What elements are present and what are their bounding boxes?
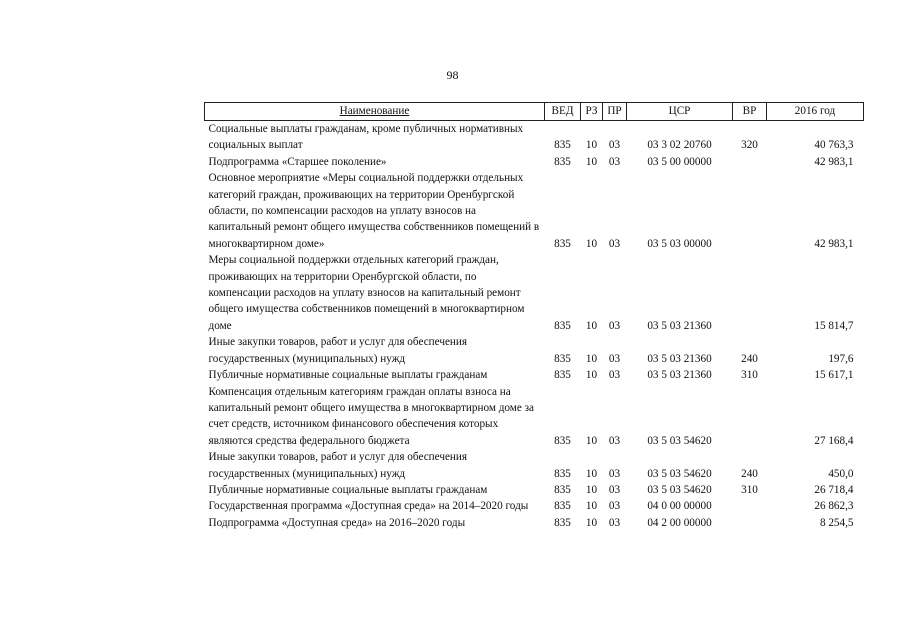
row-amount: 42 983,1 [814,237,854,250]
row-ved: 835 [554,434,571,447]
row-ved: 835 [554,516,571,529]
row-csr: 03 5 03 21360 [647,369,712,382]
row-pr: 03 [608,237,621,250]
row-amount: 15 617,1 [814,369,854,382]
row-vr [733,252,767,334]
table-header-row [205,103,864,121]
row-pr: 03 [608,139,621,152]
header-year: 2016 год [767,103,864,121]
row-vr [733,154,767,170]
row-name: Подпрограмма «Старшее поколение» [208,155,387,168]
row-csr: 03 5 03 21360 [647,319,712,332]
row-rz: 10 [585,319,598,332]
row-ved: 835 [554,369,571,382]
row-rz: 10 [585,369,598,382]
row-name: Меры социальной поддержки отдельных категорий граждан, проживающих на территории Оренбургской области, по компенсации расходов на уплату взносов на капитальный ремонт общего имущества собственников помещений в многоквартирном доме [208,254,525,332]
row-csr: 03 5 03 21360 [647,352,712,365]
row-rz: 10 [585,155,598,168]
row-amount: 42 983,1 [814,155,854,168]
table-row [205,498,864,514]
row-ved: 835 [554,500,571,513]
row-csr: 04 0 00 00000 [647,500,712,513]
row-csr: 03 5 03 00000 [647,237,712,250]
row-pr: 03 [608,352,621,365]
row-amount: 26 862,3 [814,500,854,513]
row-vr: 240 [741,467,758,480]
row-ved: 835 [554,155,571,168]
row-pr: 03 [608,467,621,480]
row-vr: 310 [741,483,758,496]
row-rz: 10 [585,500,598,513]
table-row [205,515,864,531]
row-name: Государственная программа «Доступная среда» на 2014–2020 годы [208,500,529,513]
table-row [205,482,864,498]
row-vr [733,498,767,514]
row-ved: 835 [554,483,571,496]
row-csr: 03 5 03 54620 [647,483,712,496]
row-name: Публичные нормативные социальные выплаты гражданам [208,369,488,382]
row-vr: 320 [741,139,758,152]
row-pr: 03 [608,434,621,447]
row-vr: 240 [741,352,758,365]
table-row [205,154,864,170]
row-name: Публичные нормативные социальные выплаты гражданам [208,483,488,496]
row-ved: 835 [554,139,571,152]
row-rz: 10 [585,139,598,152]
row-csr: 03 3 02 20760 [647,139,712,152]
row-name: Социальные выплаты гражданам, кроме публичных нормативных социальных выплат [208,123,524,152]
row-csr: 04 2 00 00000 [647,516,712,529]
row-ved: 835 [554,319,571,332]
table-row [205,384,864,450]
row-pr: 03 [608,483,621,496]
header-vr: ВР [733,103,767,121]
table-row [205,252,864,334]
row-rz: 10 [585,352,598,365]
row-pr: 03 [608,369,621,382]
table-row [205,170,864,252]
row-vr [733,515,767,531]
page-number: 98 [446,68,459,82]
budget-table [204,102,864,531]
row-csr: 03 5 03 54620 [647,434,712,447]
row-ved: 835 [554,237,571,250]
row-vr [733,170,767,252]
row-pr: 03 [608,155,621,168]
row-pr: 03 [608,500,621,513]
row-rz: 10 [585,434,598,447]
row-name: Основное мероприятие «Меры социальной поддержки отдельных категорий граждан, проживающих на территории Оренбургской области, по компенсации расходов на уплату взносов на капитальный ремонт общего имущества собственников помещений в многоквартирном доме» [208,172,540,250]
row-rz: 10 [585,237,598,250]
row-rz: 10 [585,483,598,496]
row-amount: 26 718,4 [814,483,854,496]
header-name: Наименование [205,103,545,121]
row-pr: 03 [608,319,621,332]
row-amount: 197,6 [828,352,854,365]
row-amount: 40 763,3 [814,139,854,152]
row-amount: 8 254,5 [819,516,854,529]
row-amount: 450,0 [828,467,854,480]
row-name: Иные закупки товаров, работ и услуг для обеспечения государственных (муниципальных) нужд [208,451,468,480]
row-vr: 310 [741,369,758,382]
table-row [205,367,864,383]
row-ved: 835 [554,352,571,365]
row-name: Иные закупки товаров, работ и услуг для обеспечения государственных (муниципальных) нужд [208,336,468,365]
header-rz: РЗ [581,103,603,121]
table-row [205,121,864,154]
table-row [205,449,864,482]
header-pr: ПР [603,103,627,121]
row-ved: 835 [554,467,571,480]
row-rz: 10 [585,516,598,529]
table-row [205,334,864,367]
row-vr [733,384,767,450]
row-pr: 03 [608,516,621,529]
row-csr: 03 5 00 00000 [647,155,712,168]
row-amount: 27 168,4 [814,434,854,447]
row-name: Компенсация отдельным категориям граждан оплаты взноса на капитальный ремонт общего имущества в многоквартирном доме за счет средств, источником финансового обеспечения которых являются средства федерального бюджета [208,385,535,447]
row-name: Подпрограмма «Доступная среда» на 2016–2020 годы [208,516,466,529]
row-rz: 10 [585,467,598,480]
header-csr: ЦСР [627,103,733,121]
row-csr: 03 5 03 54620 [647,467,712,480]
header-ved: ВЕД [545,103,581,121]
row-amount: 15 814,7 [814,319,854,332]
